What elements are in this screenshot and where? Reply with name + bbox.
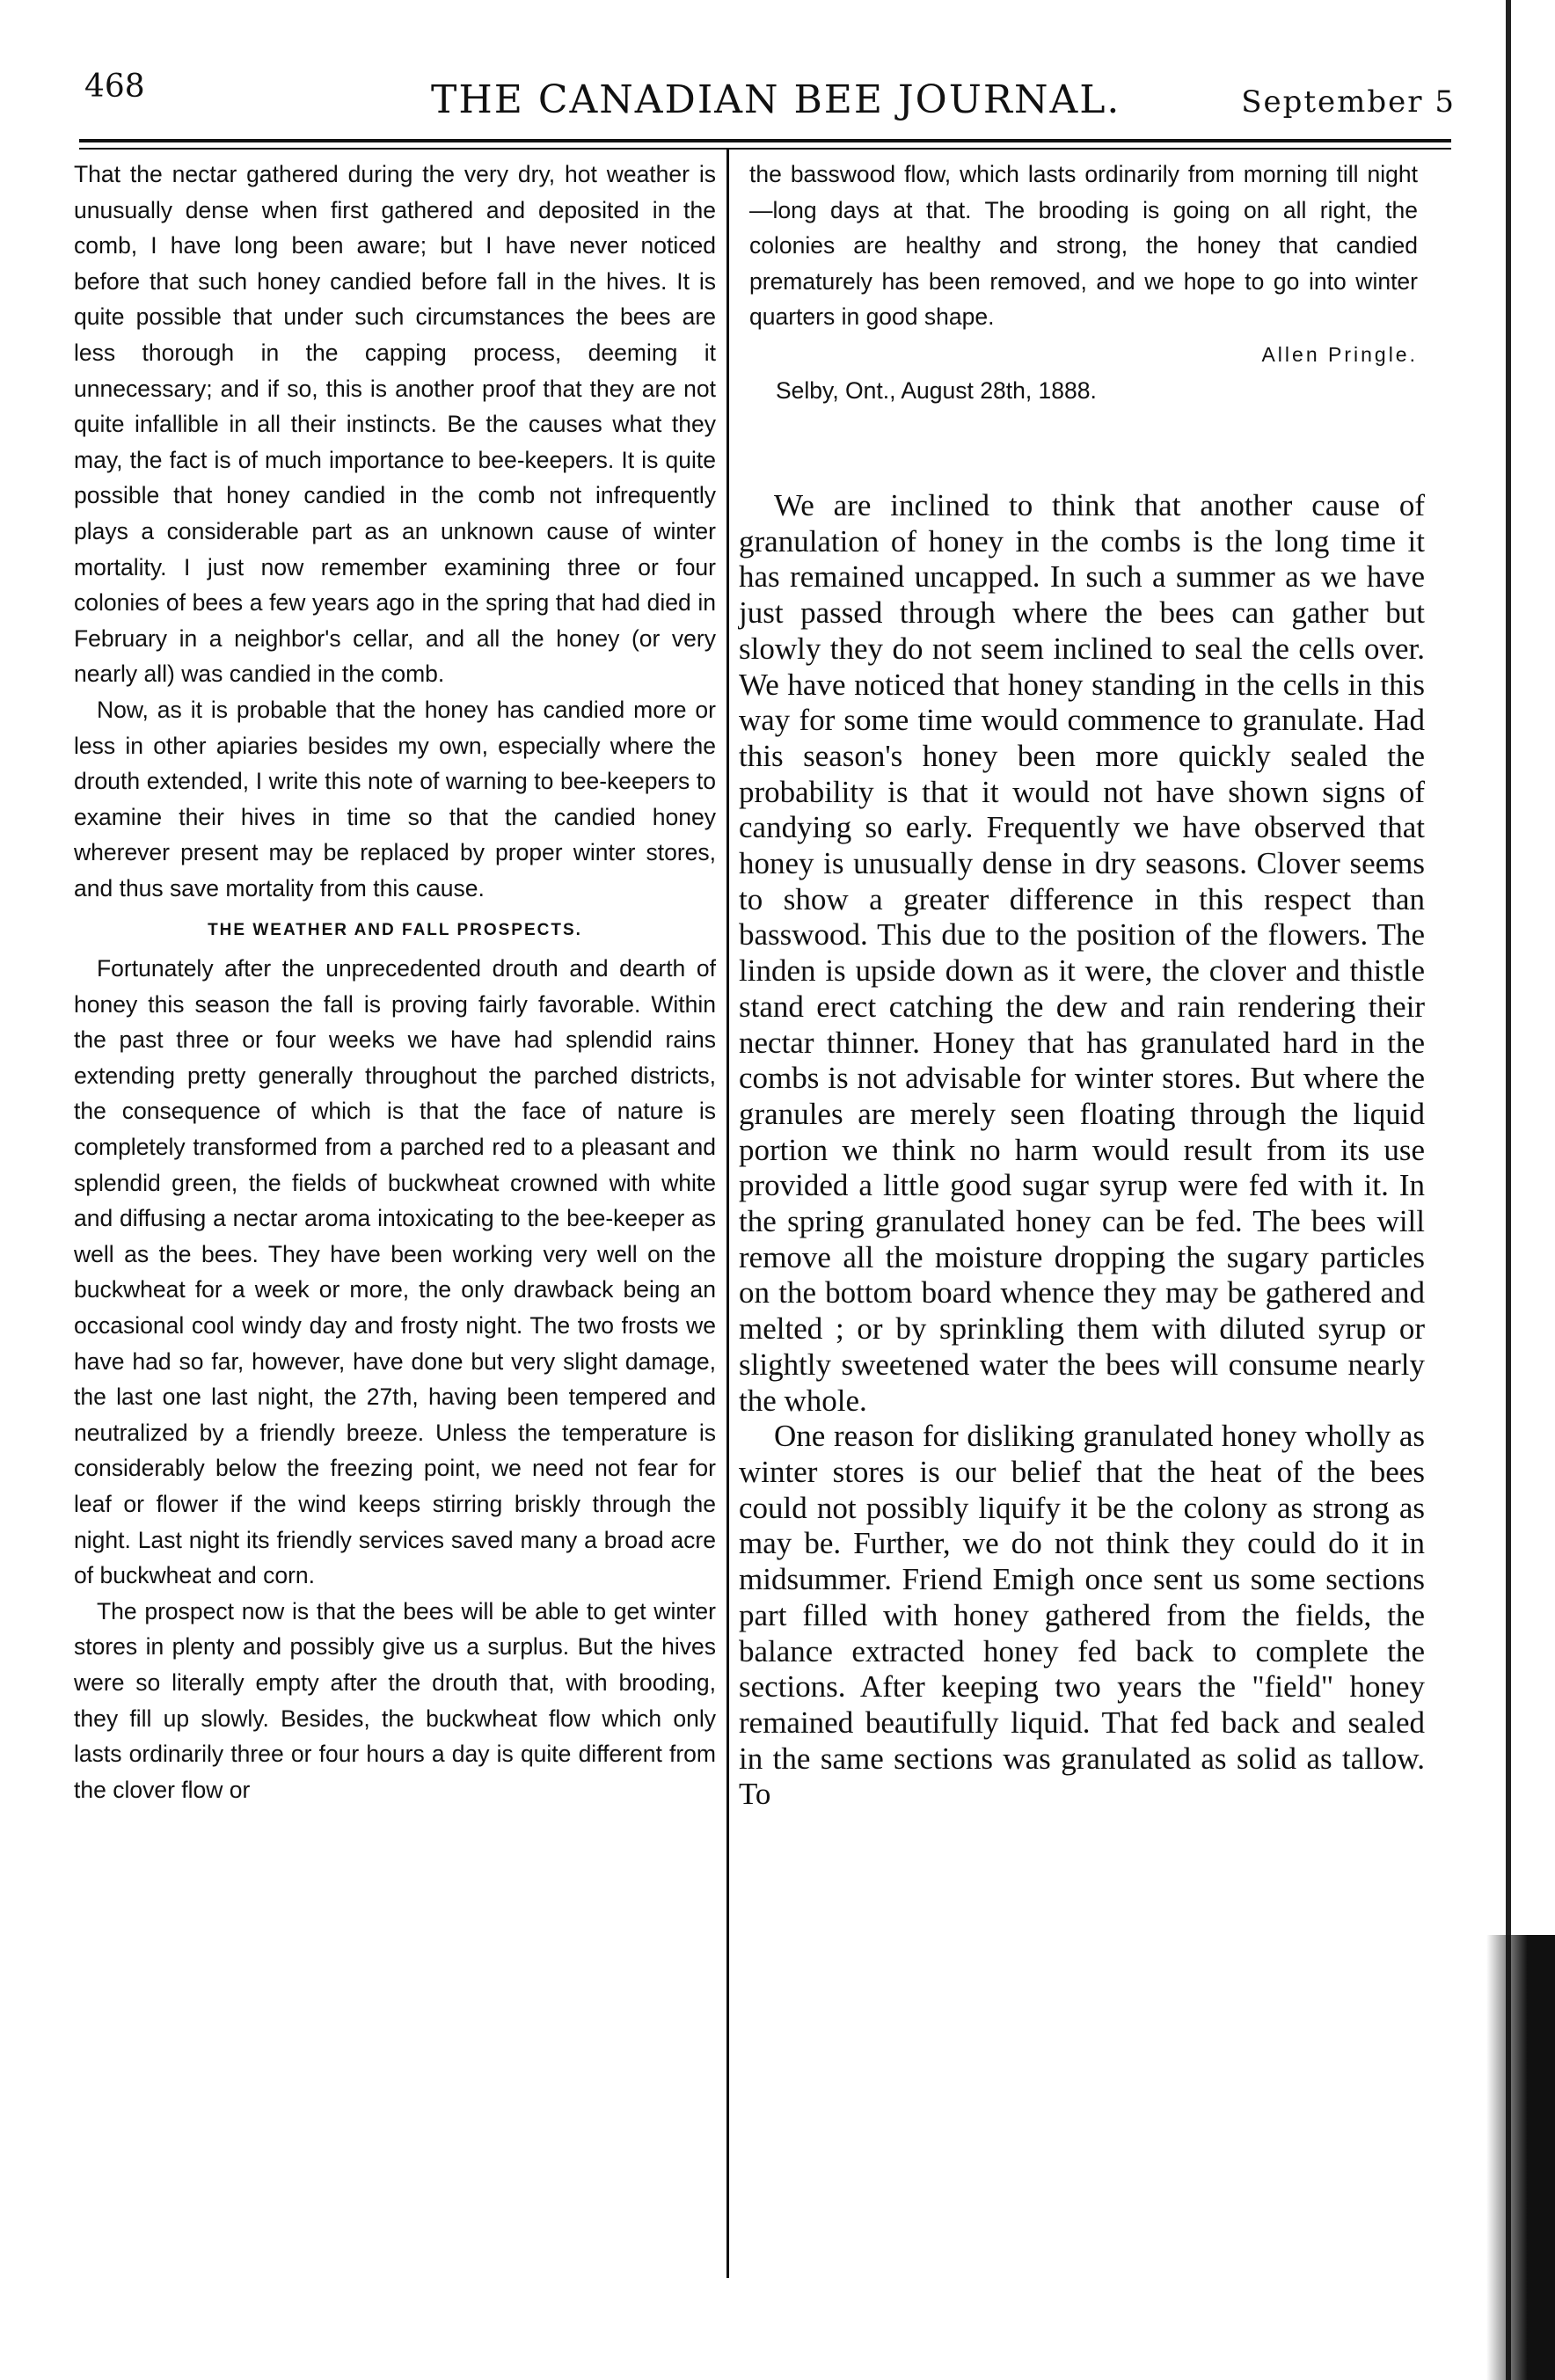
issue-date: September 5 (1241, 84, 1456, 120)
header-rule (79, 139, 1451, 142)
editorial-paragraph-1: We are inclined to think that another cause of granulation of honey in the combs is the long time it has remained uncapped. In such a summer as we have just passed through where the bees can gather but slowly they do not seem inclined to seal the cells over. We have noticed that honey standing in the cells in this way for some time would commence to granulate. Had this season's honey been more quickly sealed the probability is that it would not have shown signs of candying so early. Frequently we have observed that honey is unusually dense in dry seasons. Clover seems to show a greater difference in this respect than basswood. This due to the position of the flowers. The linden is upside down as it were, the clover and thistle stand erect catching the dew and rain rendering their nectar thinner. Honey that has granulated hard in the combs is not advisable for winter stores. But where the granules are merely seen floating through the liquid portion we think no harm would result from its use provided a little good sugar syrup were fed with it. In the spring granulated honey can be fed. The bees will remove all the moisture dropping the sugary particles on the bottom board whence they may be gathered and melted ; or by sprinkling them with diluted syrup or slightly sweetened water the bees will consume nearly the whole. (739, 488, 1425, 1418)
left-column (74, 157, 716, 1807)
left-paragraph-3: Fortunately after the unprecedented drouth and dearth of honey this season the fall is proving fairly favorable. Within the past three or four weeks we have had splendid rains extending pretty generally throughout the parched districts, the consequence of which is that the face of nature is completely transformed from a parched red to a pleasant and splendid green, the fields of buckwheat crowned with white and diffusing a nectar aroma intoxicating to the bee-keeper as well as the bees. They have been working very well on the buckwheat for a week or more, the only drawback being an occasional cool windy day and frosty night. The two frosts we have had so far, however, have done but very slight damage, the last one last night, the 27th, having been tempered and neutralized by a friendly breeze. Unless the temperature is considerably below the freezing point, we need not fear for leaf or flower if the wind keeps stirring briskly through the night. Last night its friendly services saved many a broad acre of buckwheat and corn. (74, 955, 716, 1589)
author-signature: Allen Pringle. (1261, 342, 1418, 366)
left-paragraph-2: Now, as it is probable that the honey has candied more or less in other apiaries besides my own, especially where the drouth extended, I write this note of warning to bee-keepers to examine their hives in time so that the candied honey wherever present may be replaced by proper winter stores, and thus save mortality from this cause. (74, 696, 716, 902)
running-head (70, 62, 1456, 132)
left-paragraph-1: That the nectar gathered during the very dry, hot weather is unusually dense when first gathered and deposited in the comb, I have long been aware; but I have never noticed before that such honey candied before fall in the hives. It is quite possible that under such circumstances the bees are less thorough in the capping process, deeming it unnecessary; and if so, this is another proof that they are not quite infallible in all their instincts. Be the causes what they may, the fact is of much importance to bee-keepers. It is quite possible that honey candied in the comb not infrequently plays a considerable part as an unknown cause of winter mortality. I just now remember examining three or four colonies of bees a few years ago in the spring that had died in February in a neighbor's cellar, and all the honey (or very nearly all) was candied in the comb. (74, 161, 716, 688)
letter-dateline: Selby, Ont., August 28th, 1888. (776, 376, 1097, 404)
journal-title: THE CANADIAN BEE JOURNAL. (431, 77, 1121, 122)
right-column-editorial (739, 488, 1425, 1813)
header-rule-thin (79, 148, 1451, 150)
letter-continuation: the basswood flow, which lasts ordinarily from morning till night—long days at that. The brooding is going on all right, the colonies are healthy and strong, the honey that candied prematurely has been removed, and we hope to go into winter quarters in good shape. (749, 161, 1418, 331)
column-divider (726, 150, 729, 2278)
left-paragraph-4: The prospect now is that the bees will be able to get winter stores in plenty and possibly give us a surplus. But the hives were so literally empty after the drouth that, with brooding, they fill up slowly. Besides, the buckwheat flow which only lasts ordinarily three or four hours a day is quite different from the clover flow or (74, 1597, 716, 1803)
right-column-letter (749, 157, 1418, 408)
page-number: 468 (84, 69, 145, 105)
section-heading: THE WEATHER AND FALL PROSPECTS. (208, 921, 582, 940)
binding-shadow (1486, 1935, 1555, 2380)
editorial-paragraph-2: One reason for disliking granulated honey wholly as winter stores is our belief that the heat of the bees could not possibly liquify it be the colony as strong as may be. Further, we do not think they could do it in midsummer. Friend Emigh once sent us some sections part filled with honey gathered from the fields, the balance extracted honey fed back to complete the sections. After keeping two years the "field" honey remained beautifully liquid. That fed back and sealed in the same sections was granulated as solid as tallow. To (739, 1419, 1425, 1812)
